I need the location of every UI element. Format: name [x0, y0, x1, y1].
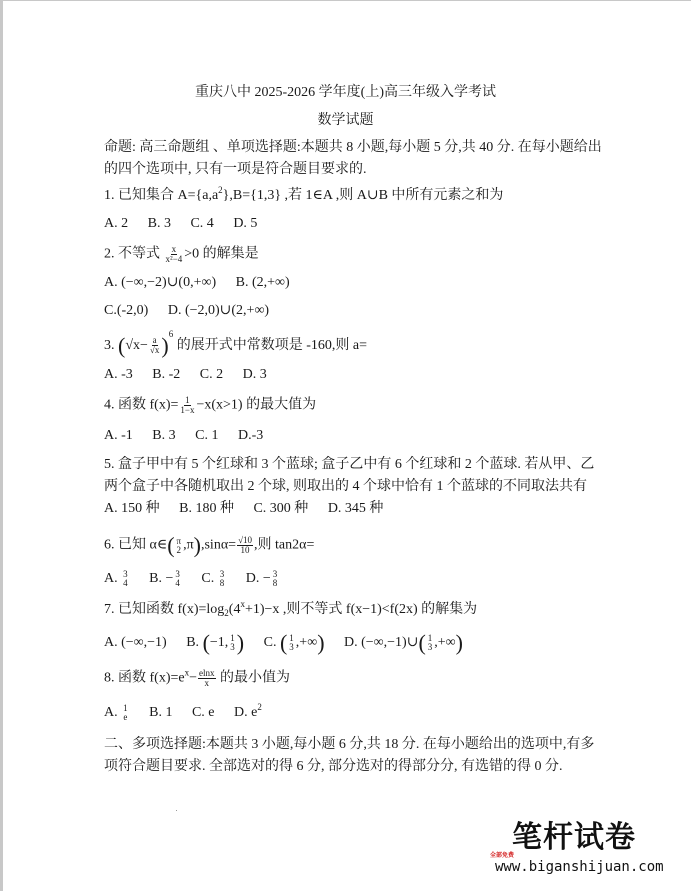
option-b: B. 180 种 — [179, 501, 234, 516]
option-a: A. 150 种 — [104, 501, 160, 516]
option-d: D. (−2,0)∪(2,+∞) — [167, 303, 270, 318]
question-4-options — [104, 427, 279, 445]
option-c: C. 300 种 — [253, 501, 309, 516]
option-a: A. (−∞,−1) — [104, 635, 167, 651]
option-b: B. − 3 4 — [149, 569, 180, 588]
question-6: 6. 已知 α∈( π 2 ,π),sinα= $\frac{√10}{10}$ ,则 tan2α= — [104, 532, 315, 558]
intro-line-1: 命题: 高三命题组 、单项选择题:本题共 8 小题,每小题 5 分,共 40 分. 在每小题给出 — [104, 140, 602, 155]
option-d: D. $e^2$ — [234, 702, 262, 721]
exam-subtitle: 数学试题 — [317, 113, 374, 128]
fraction: π 2 — [176, 535, 182, 555]
fraction: $\frac{√10}{10}$ — [238, 535, 253, 555]
section-2-line-1: 二、多项选择题:本题共 3 小题,每小题 6 分,共 18 分. 在每小题给出的选项中,有多 — [104, 737, 595, 752]
option-a: A. (−∞,−2)∪(0,+∞) — [104, 275, 217, 290]
option-a: A. 2 — [104, 216, 129, 231]
question-7-options — [104, 630, 479, 656]
fraction: $\frac{a}{√x}$ — [149, 335, 160, 356]
option-c: C. e — [191, 705, 215, 721]
watermark-url: www.biganshijuan.com — [495, 859, 664, 875]
watermark-title: 笔杆试卷 — [512, 820, 636, 855]
fraction: $\frac{1}{1-x}$ — [180, 395, 195, 415]
question-5-line-1: 5. 盒子甲中有 5 个红球和 3 个蓝球; 盒子乙中有 6 个红球和 2 个蓝球. 若从甲、乙 — [104, 457, 595, 472]
exam-title: 重庆八中 2025-2026 学年度(上)高三年级入学考试 — [195, 85, 496, 100]
question-1-options — [104, 215, 273, 233]
option-d: D. − 3 8 — [245, 569, 278, 588]
fraction: $\frac{elnx}{x}$ — [199, 668, 215, 688]
option-b: B. 1 — [149, 705, 173, 721]
option-b: B. 3 — [152, 428, 176, 443]
option-c: C. 3 8 — [201, 569, 225, 588]
section-2-line-2: 项符合题目要求. 全部选对的得 6 分, 部分选对的得部分分, 有选错的得 0 分. — [104, 759, 563, 774]
watermark-logo — [490, 820, 664, 880]
fraction: $\frac{x}{\text{x²−4}}$ — [165, 244, 183, 264]
option-a: A. -1 — [104, 428, 133, 443]
question-8-options — [104, 704, 278, 722]
option-d: D. 345 种 — [327, 501, 384, 516]
option-d: D. 3 — [242, 367, 267, 382]
option-d: D. (−∞,−1)∪( 1 3 ,+∞) — [344, 630, 463, 656]
page-edge-left — [0, 0, 3, 891]
question-1: 1. 已知集合 $A=\{a,a^2\},B=\{1,3\}$ ,若 1∈A ,则 A∪B 中所有元素之和为 — [104, 185, 504, 203]
question-3: 3. (√x− $\frac{a}{√x}$ )$^6$ 的展开式中常数项是 -160,则 a= — [104, 329, 367, 358]
option-a: A. 1 e — [104, 703, 128, 722]
question-8: 8. 函数 $f(x)=e^x-$ $\frac{elnx}{x}$ 的最小值为 — [104, 667, 291, 688]
question-5-line-2: 两个盒子中各随机取出 2 个球, 则取出的 4 个球中恰有 1 个蓝球的不同取法共有 — [104, 479, 587, 494]
question-3-options — [104, 366, 283, 384]
option-b: B. -2 — [152, 367, 181, 382]
option-c: C. 1 — [195, 428, 219, 443]
option-b: B. (2,+∞) — [235, 275, 290, 290]
option-a: A. 3 4 — [104, 569, 128, 588]
option-c: C. 4 — [190, 216, 214, 231]
question-6-options — [104, 570, 295, 588]
option-d: D.-3 — [237, 428, 264, 443]
option-c: C. 2 — [199, 367, 224, 382]
stray-dot — [176, 810, 177, 811]
page-edge-top — [0, 0, 691, 1]
question-2: 2. 不等式 $\frac{x}{\text{x²−4}}$ >0 的解集是 — [104, 244, 259, 264]
intro-line-2: 的四个选项中, 只有一项是符合题目要求的. — [104, 162, 367, 177]
option-b: B. (−1, 1 3 ) — [186, 630, 245, 656]
question-2-options-row-1 — [104, 274, 306, 292]
watermark-badge: 全部免费 — [490, 852, 515, 859]
option-a: A. -3 — [104, 367, 133, 382]
question-2-options-row-2 — [104, 302, 285, 320]
option-d: D. 5 — [233, 216, 258, 231]
question-5-options — [104, 500, 399, 518]
option-c: C. ( 1 3 ,+∞) — [263, 630, 325, 656]
question-7: 7. 已知函数 $f(x)=\log_2(4^x+1)-x$ ,则不等式 f(x−1)<f(2x) 的解集为 — [104, 599, 478, 618]
option-b: B. 3 — [147, 216, 171, 231]
question-4: 4. 函数 f(x)= $\frac{1}{1-x}$ −x(x>1) 的最大值为 — [104, 395, 317, 415]
option-c: C.(-2,0) — [104, 303, 149, 318]
